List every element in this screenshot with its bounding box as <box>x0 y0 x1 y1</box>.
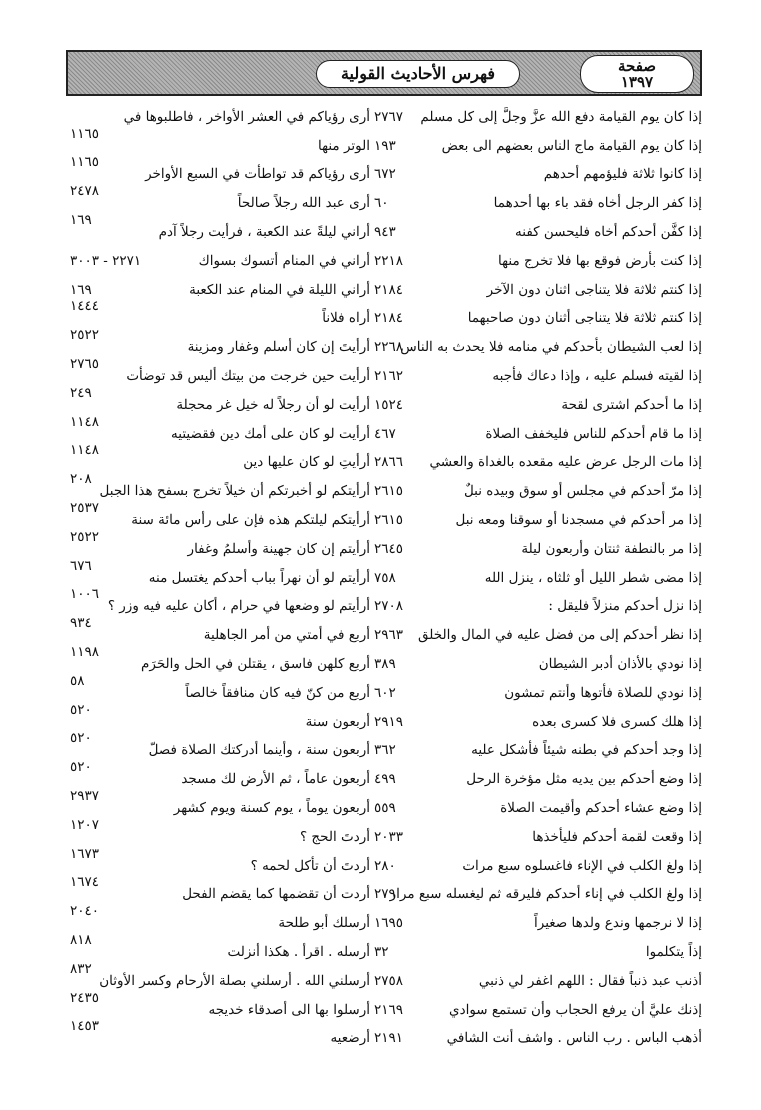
index-entry <box>370 158 702 187</box>
hadith-text: إذا لعب الشيطان بأحدكم في منامه فلا يحدث به الناس <box>400 339 702 356</box>
index-entry <box>370 273 702 302</box>
hadith-page-number: ٥٢٠ <box>70 701 92 718</box>
index-entry <box>370 503 702 532</box>
index-entry <box>70 672 370 705</box>
hadith-text: إذا نودي للصلاة فأتوها وأنتم تمشون <box>504 684 702 701</box>
index-entry <box>70 100 370 129</box>
hadith-page-number: ٢٧٦٧ <box>374 108 404 125</box>
hadith-page-number: ١٩٣ <box>374 137 396 154</box>
hadith-page-number: ٢٦٤٥ <box>374 540 404 557</box>
index-entry <box>370 618 702 647</box>
index-entry <box>370 935 702 964</box>
hadith-text: إذا مر أحدكم في مسجدنا أو سوقنا ومعه نبل <box>455 511 702 528</box>
hadith-page-number: ١١٦٥ <box>70 154 100 171</box>
index-entry <box>370 215 702 244</box>
hadith-page-number: ٥٨ <box>70 672 85 689</box>
index-entry <box>70 845 370 878</box>
hadith-text: أرسلك أبو طلحة <box>278 915 370 932</box>
hadith-page-number: ١٥٢٤ <box>374 396 404 413</box>
page-number: ١٣٩٧ <box>620 73 654 91</box>
index-entry <box>70 273 370 302</box>
hadith-text: أرى رؤياكم في العشر الأواخر ، فاطلبوها في <box>123 108 370 125</box>
hadith-text: إذا كنتم ثلاثة فلا يتناجى أثنان دون صاحبهما <box>467 310 702 327</box>
hadith-text: أربعون سنة <box>305 713 370 730</box>
index-entry <box>370 705 702 734</box>
hadith-text: أرسله . اقرأ . هكذا أنزلت <box>227 943 370 960</box>
hadith-page-number: ١٦٩ <box>70 281 92 298</box>
hadith-text: أرأيتَ إن كان أسلم وغفار ومزينة <box>187 339 370 356</box>
hadith-page-number: ١١٦٥ <box>70 125 100 142</box>
hadith-text: الوتر منها <box>318 137 370 154</box>
hadith-text: أرى رؤياكم قد تواطأت في السبع الأواخر <box>145 166 370 183</box>
index-entry <box>70 528 370 561</box>
index-entry <box>70 874 370 907</box>
hadith-page-number: ٢٠٤٠ <box>70 903 100 920</box>
index-entry <box>70 1018 370 1051</box>
hadith-text: أراه فلاناً <box>322 310 370 327</box>
hadith-text: أرضعيه <box>330 1030 370 1047</box>
hadith-page-number: ١٤٥٣ <box>70 1018 100 1035</box>
hadith-page-number: ٧٥٨ <box>374 569 396 586</box>
hadith-page-number: ٢٤٣٥ <box>70 989 100 1006</box>
hadith-text: إذا لقيته فسلم عليه ، وإذا دعاك فأجبه <box>492 367 702 384</box>
index-entry <box>370 647 702 676</box>
hadith-page-number: ٤٩٩ <box>374 771 396 788</box>
hadith-page-number: ٦٧٦ <box>70 557 92 574</box>
hadith-page-number: ٢٧٥٨ <box>374 972 404 989</box>
hadith-text: إذا كفَّن أحدكم أخاه فليحسن كفنه <box>515 223 702 240</box>
index-entry <box>70 125 370 158</box>
index-entry <box>370 446 702 475</box>
hadith-text: إذا كان يوم القيامة ماج الناس بعضهم الى بعض <box>441 137 702 154</box>
hadith-page-number: ٩٣٤ <box>70 615 92 632</box>
hadith-page-number: ٦٠ <box>374 195 389 212</box>
index-entry <box>70 643 370 676</box>
hadith-page-number: ٨٣٢ <box>70 960 92 977</box>
hadith-text: أربع في أمتي من أمر الجاهلية <box>203 627 370 644</box>
index-entry <box>370 532 702 561</box>
hadith-text: أربع من كنّ فيه كان منافقاً خالصاً <box>185 684 370 701</box>
hadith-text: إذا مضى شطر الليل أو ثلثاه ، ينزل الله <box>484 569 702 586</box>
index-entry <box>70 989 370 1022</box>
index-entry <box>370 129 702 158</box>
index-entry <box>70 586 370 619</box>
hadith-page-number: ٢١٦٩ <box>374 1001 404 1018</box>
hadith-text: أرأيت حين خرجت من بيتك أليس قد توضأت <box>126 367 370 384</box>
hadith-text: أربع كلهن فاسق ، يقتلن في الحل والحَرَم <box>141 655 370 672</box>
hadith-text: إذا ما قام أحدكم للناس فليخفف الصلاة <box>485 425 702 442</box>
index-entry <box>370 474 702 503</box>
hadith-text: أراني ليلةً عند الكعبة ، فرأيت رجلاً آدم <box>158 223 370 240</box>
hadith-text: إذا نظر أحدكم إلى من فضل عليه في المال والخلق <box>418 627 702 644</box>
index-entry <box>370 359 702 388</box>
hadith-page-number: ٥٥٩ <box>374 799 396 816</box>
index-entry <box>70 442 370 475</box>
hadith-text: إذا كان يوم القيامة دفع الله عزَّ وجلَّ إلى كل مسلم <box>420 108 702 125</box>
hadith-text: أرأيتم لو أن نهراً بباب أحدكم يغتسل منه <box>148 569 370 586</box>
hadith-page-number: ٢٩٦٣ <box>374 627 404 644</box>
index-entry <box>370 302 702 331</box>
hadith-text: أربعون عاماً ، ثم الأرض لك مسجد <box>181 771 370 788</box>
hadith-text: إذا نزل أحدكم منزلاً فليقل : <box>548 598 702 615</box>
hadith-text: أذنب عبد ذنباً فقال : اللهم اغفر لي ذنبي <box>478 972 702 989</box>
index-entry <box>70 701 370 734</box>
hadith-text: إذا وقعت لقمة أحدكم فليأخذها <box>532 828 702 845</box>
hadith-page-number: ٢١٩١ <box>374 1030 404 1047</box>
index-entry <box>70 183 370 215</box>
index-entry <box>70 931 370 964</box>
index-entry <box>70 615 370 647</box>
hadith-page-number: ٢٢٧١ - ٣٠٠٣ <box>70 252 142 269</box>
index-entry <box>370 878 702 907</box>
hadith-text: إذا ما أحدكم اشترى لقحة <box>561 396 702 413</box>
hadith-page-number: ٢٨٠ <box>374 857 396 874</box>
index-entry <box>70 327 370 359</box>
hadith-text: إذا مرّ أحدكم في مجلس أو سوق وبيده نبلٌ <box>463 483 702 500</box>
index-entry <box>70 298 370 331</box>
index-entry <box>370 762 702 791</box>
hadith-text: أرسلوا بها الى أصدقاء خديجه <box>208 1001 370 1018</box>
hadith-text: إذا مات الرجل عرض عليه مقعده بالغداة والعشي <box>429 454 702 471</box>
index-entry <box>70 211 370 244</box>
index-entry <box>70 557 370 590</box>
index-entry <box>370 676 702 705</box>
hadith-page-number: ٢٧٠٨ <box>374 598 404 615</box>
hadith-page-number: ٢٧٩ <box>374 886 396 903</box>
hadith-page-number: ٢٧٦٥ <box>70 355 100 372</box>
hadith-page-number: ٢٠٣٣ <box>374 828 404 845</box>
index-entry <box>370 906 702 935</box>
hadith-text: أرأيت لو أن رجلاً له خيل غر محجلة <box>176 396 370 413</box>
hadith-page-number: ١٦٩٥ <box>374 915 404 932</box>
hadith-page-number: ١٠٠٦ <box>70 586 100 603</box>
hadith-text: إذا كانوا ثلاثة فليؤمهم أحدهم <box>543 166 702 183</box>
hadith-page-number: ٢٤٩ <box>70 384 92 401</box>
index-entry <box>70 154 370 187</box>
hadith-page-number: ١٦٧٣ <box>70 845 100 862</box>
hadith-text: أردتَ أن تأكل لحمه ؟ <box>250 857 370 874</box>
hadith-page-number: ٢٥٣٧ <box>70 499 100 516</box>
index-entry <box>370 388 702 417</box>
hadith-text: أراني في المنام أتسوك بسواك <box>198 252 370 269</box>
hadith-text: إذا وضع عشاء أحدكم وأقيمت الصلاة <box>500 799 702 816</box>
hadith-text: إذا لا نرجمها وندع ولدها صغيراً <box>534 915 702 932</box>
index-entry <box>70 471 370 503</box>
right-column <box>370 100 702 1050</box>
page-title: فهرس الأحاديث القولية <box>316 60 520 88</box>
hadith-page-number: ٢٩١٩ <box>374 713 404 730</box>
hadith-text: إذا وجد أحدكم في بطنه شيئاً فأشكل عليه <box>471 742 702 759</box>
hadith-text: أرسلني الله . أرسلني بصلة الأرحام وكسر الأوثان <box>99 972 370 989</box>
hadith-text: إذا ولغ الكلب في إناء أحدكم فليرقه ثم ليغسله سبع مرار <box>389 886 702 903</box>
hadith-text: إذا ولغ الكلب في الإناء فاغسلوه سبع مرات <box>462 857 702 874</box>
index-entry <box>370 561 702 590</box>
hadith-page-number: ٢١٦٢ <box>374 367 404 384</box>
index-entry <box>70 787 370 820</box>
hadith-page-number: ٣٦٢ <box>374 742 396 759</box>
hadith-page-number: ٢٤٧٨ <box>70 183 100 200</box>
index-entry <box>370 100 702 129</box>
index-entry <box>70 759 370 791</box>
hadith-page-number: ٦٠٢ <box>374 684 396 701</box>
hadith-text: أرأيتِ لو كان عليها دين <box>243 454 370 471</box>
index-entry <box>370 244 702 273</box>
page-number-box <box>580 55 694 93</box>
hadith-text: إذا نودي بالأذان أدبر الشيطان <box>538 655 702 672</box>
hadith-text: أذهب الباس . رب الناس . واشف أنت الشافي <box>446 1030 702 1047</box>
hadith-page-number: ٢٥٢٢ <box>70 528 100 545</box>
hadith-page-number: ١٦٩ <box>70 211 92 228</box>
hadith-page-number: ٢١٨٤ <box>374 310 404 327</box>
hadith-page-number: ١١٤٨ <box>70 442 100 459</box>
hadith-page-number: ٢٩٣٧ <box>70 787 100 804</box>
index-entry <box>70 499 370 532</box>
hadith-page-number: ٢٠٨ <box>70 471 92 488</box>
hadith-text: أراني الليلة في المنام عند الكعبة <box>189 281 370 298</box>
hadith-text: أربعون يوماً ، يوم كسنة ويوم كشهر <box>173 799 370 816</box>
hadith-page-number: ١٢٠٧ <box>70 816 100 833</box>
hadith-text: أرأيت لو كان على أمك دين فقضيتيه <box>171 425 370 442</box>
left-column <box>70 100 370 1050</box>
hadith-page-number: ٣٨٩ <box>374 655 396 672</box>
hadith-text: أرأيتكم ليلتكم هذه فإن على رأس مائة سنة <box>131 511 370 528</box>
hadith-page-number: ١٦٧٤ <box>70 874 100 891</box>
hadith-text: إذا كنتم ثلاثة فلا يتناجى اثنان دون الآخر <box>486 281 702 298</box>
hadith-page-number: ٢٥٢٢ <box>70 327 100 344</box>
hadith-page-number: ٢٦١٥ <box>374 511 404 528</box>
index-entry <box>70 413 370 446</box>
index-entry <box>70 355 370 388</box>
hadith-page-number: ٢٢١٨ <box>374 252 404 269</box>
hadith-text: إذا وضع أحدكم بين يديه مثل مؤخرة الرحل <box>466 771 702 788</box>
hadith-page-number: ١١٩٨ <box>70 643 100 660</box>
index-entry <box>370 791 702 820</box>
index-entry <box>70 730 370 763</box>
index-entry <box>370 820 702 849</box>
index-entry <box>370 590 702 619</box>
index-entry <box>370 186 702 215</box>
index-entry <box>370 417 702 446</box>
hadith-page-number: ٢٦١٥ <box>374 483 404 500</box>
hadith-page-number: ٦٧٢ <box>374 166 396 183</box>
hadith-text: أرأيتم إن كان جهينة وأسلمُ وغفار <box>187 540 370 557</box>
hadith-page-number: ٢١٨٤ <box>374 281 404 298</box>
hadith-page-number: ٨١٨ <box>70 931 92 948</box>
hadith-page-number: ١١٤٨ <box>70 413 100 430</box>
hadith-text: أردت أن تقضمها كما يقضم الفحل <box>182 886 370 903</box>
index-entry <box>370 993 702 1022</box>
hadith-text: أرأيتكم لو أخبرتكم أن خيلاً تخرج بسفح هذا الجبل <box>99 483 370 500</box>
hadith-page-number: ٤٦٧ <box>374 425 396 442</box>
index-entry <box>370 1022 702 1051</box>
hadith-page-number: ٥٢٠ <box>70 759 92 776</box>
index-entry <box>370 330 702 359</box>
index-entry <box>370 734 702 763</box>
page-header <box>66 50 702 96</box>
hadith-page-number: ٥٢٠ <box>70 730 92 747</box>
index-entry <box>70 816 370 849</box>
index-entry <box>370 849 702 878</box>
hadith-text: إذنك عليَّ أن يرفع الحجاب وأن تستمع سوادي <box>449 1001 702 1018</box>
hadith-text: أرأيتم لو وضعها في حرام ، أكان عليه فيه وزر ؟ <box>107 598 370 615</box>
hadith-text: أردتَ الحج ؟ <box>299 828 370 845</box>
page-label: صفحة <box>617 57 657 75</box>
index-entry <box>70 903 370 935</box>
hadith-text: إذا كفر الرجل أخاه فقد باء بها أحدهما <box>493 195 702 212</box>
hadith-text: إذا مر بالنطفة ثنتان وأربعون ليلة <box>521 540 702 557</box>
hadith-page-number: ٣٢ <box>374 943 389 960</box>
hadith-text: إذاً يتكلموا <box>645 943 702 960</box>
hadith-text: أرى عبد الله رجلاً صالحاً <box>237 195 370 212</box>
hadith-text: إذا هلك كسرى فلا كسرى بعده <box>532 713 702 730</box>
hadith-page-number: ٩٤٣ <box>374 223 396 240</box>
hadith-page-number: ٢٢٦٨ <box>374 339 404 356</box>
index-entry <box>70 244 370 273</box>
hadith-text: أربعون سنة ، وأينما أدركتك الصلاة فصلّ <box>148 742 370 759</box>
hadith-text: إذا كنت بأرض فوقع بها فلا تخرج منها <box>498 252 702 269</box>
index-entry <box>70 960 370 993</box>
hadith-page-number: ٢٨٦٦ <box>374 454 404 471</box>
index-entry <box>370 964 702 993</box>
index-entry <box>70 384 370 417</box>
hadith-page-number: ١٤٤٤ <box>70 298 100 315</box>
